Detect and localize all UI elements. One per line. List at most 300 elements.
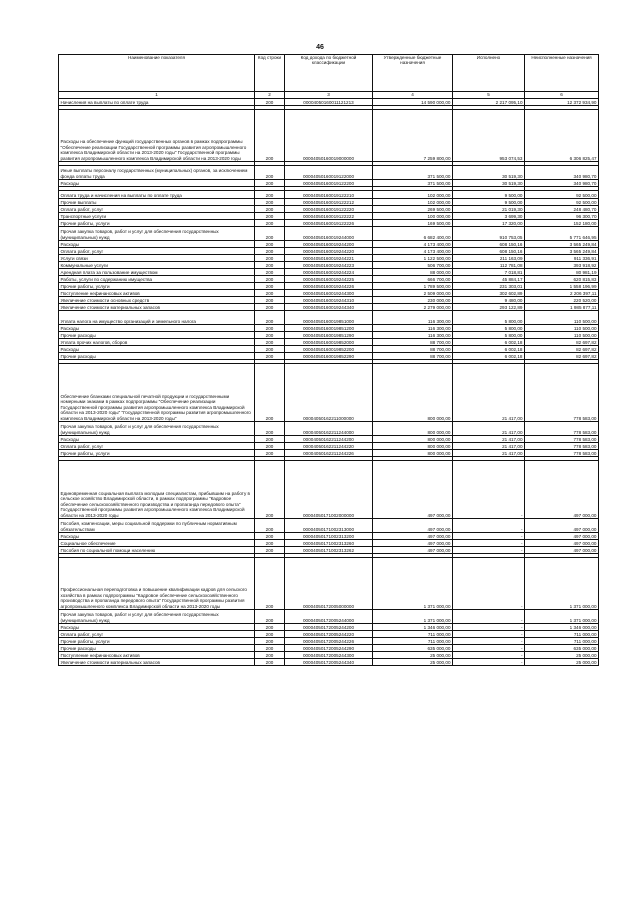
table-row bbox=[59, 540, 599, 547]
row-line-code-cell: 200 bbox=[255, 199, 285, 206]
row-executed-cell: 21 417,00 bbox=[453, 436, 525, 443]
row-approved-cell: 88 000,00 bbox=[373, 269, 453, 276]
row-line-code-cell: 200 bbox=[255, 533, 285, 540]
row-name-cell: Работы, услуги по содержанию имущества bbox=[59, 276, 255, 283]
table-row bbox=[59, 659, 599, 666]
row-executed-cell: 608 150,16 bbox=[453, 248, 525, 255]
row-income-code-cell: 00004050160019244310 bbox=[285, 297, 373, 304]
row-name-cell: Расходы bbox=[59, 346, 255, 353]
row-approved-cell: 497 000,00 bbox=[373, 540, 453, 547]
row-line-code-cell: 200 bbox=[255, 191, 285, 199]
table-row bbox=[59, 262, 599, 269]
header-line-code: Код строки bbox=[255, 55, 285, 92]
row-approved-cell: 2 279 000,00 bbox=[373, 304, 453, 311]
row-line-code-cell: 200 bbox=[255, 547, 285, 554]
row-executed-cell: 17 320,00 bbox=[453, 220, 525, 227]
row-line-code-cell: 200 bbox=[255, 255, 285, 262]
table-row bbox=[59, 332, 599, 339]
row-executed-cell: - bbox=[453, 638, 525, 645]
column-number: 1 bbox=[59, 92, 255, 99]
row-approved-cell: 1 346 000,00 bbox=[373, 624, 453, 631]
row-approved-cell: 800 000,00 bbox=[373, 364, 453, 422]
row-name-cell: Оплата труда и начисления на выплаты по оплате труда bbox=[59, 191, 255, 199]
row-approved-cell: 102 000,00 bbox=[373, 199, 453, 206]
row-name-cell: Арендная плата за пользование имуществом bbox=[59, 269, 255, 276]
header-income-code: Код дохода по бюджетной классификации bbox=[285, 55, 373, 92]
table-row bbox=[59, 346, 599, 353]
column-number: 3 bbox=[285, 92, 373, 99]
row-approved-cell: 88 700,00 bbox=[373, 353, 453, 360]
row-line-code-cell: 200 bbox=[255, 339, 285, 346]
row-unexecuted-cell: 1 371 000,00 bbox=[525, 610, 599, 624]
table-row bbox=[59, 269, 599, 276]
row-approved-cell: 7 259 800,00 bbox=[373, 110, 453, 162]
row-approved-cell: 506 700,00 bbox=[373, 262, 453, 269]
row-unexecuted-cell: 340 980,70 bbox=[525, 180, 599, 187]
row-name-cell: Пособия, компенсации, меры социальной поддержки по публичным нормативным обязательствам bbox=[59, 519, 255, 533]
row-income-code-cell: 00004050160019244221 bbox=[285, 255, 373, 262]
row-income-code-cell: 00004050160019122210 bbox=[285, 191, 373, 199]
row-unexecuted-cell: 152 180,00 bbox=[525, 220, 599, 227]
row-executed-cell: 30 519,30 bbox=[453, 180, 525, 187]
row-name-cell: Уплата прочих налогов, сборов bbox=[59, 339, 255, 346]
row-line-code-cell: 200 bbox=[255, 558, 285, 610]
row-name-cell: Увеличение стоимости материальных запасов bbox=[59, 659, 255, 666]
row-approved-cell: 800 000,00 bbox=[373, 450, 453, 457]
table-row bbox=[59, 199, 599, 206]
row-approved-cell: 711 000,00 bbox=[373, 638, 453, 645]
row-name-cell: Профессиональная переподготовка и повышение квалификации кадров для сельского хозяйства в рамках подпрограммы "Кадровое обеспечение сельскохозяйственного производства и пропаганда передового опыта" Государственной программы развития агропромышленного комплекса Владимирской области на 2013-2020 годы bbox=[59, 558, 255, 610]
row-unexecuted-cell: 1 346 000,00 bbox=[525, 624, 599, 631]
row-approved-cell: 1 371 000,00 bbox=[373, 610, 453, 624]
row-executed-cell: 45 884,17 bbox=[453, 276, 525, 283]
column-number-row bbox=[59, 92, 599, 99]
row-unexecuted-cell: 1 371 000,00 bbox=[525, 558, 599, 610]
row-name-cell: Иные выплаты персоналу государственных (муниципальных) органов, за исключением фонда оплаты труда bbox=[59, 166, 255, 180]
row-unexecuted-cell: 911 336,91 bbox=[525, 255, 599, 262]
row-line-code-cell: 200 bbox=[255, 304, 285, 311]
row-unexecuted-cell: 96 300,70 bbox=[525, 213, 599, 220]
row-unexecuted-cell: 220 520,00 bbox=[525, 297, 599, 304]
row-executed-cell: - bbox=[453, 610, 525, 624]
row-line-code-cell: 200 bbox=[255, 461, 285, 519]
row-income-code-cell: 00004050162211244220 bbox=[285, 443, 373, 450]
row-line-code-cell: 200 bbox=[255, 540, 285, 547]
column-number: 6 bbox=[525, 92, 599, 99]
table-row bbox=[59, 364, 599, 422]
table-row bbox=[59, 206, 599, 213]
page-number: 46 bbox=[316, 44, 324, 51]
row-executed-cell: - bbox=[453, 540, 525, 547]
row-name-cell: Поступление нефинансовых активов bbox=[59, 652, 255, 659]
row-unexecuted-cell: 3 565 249,84 bbox=[525, 241, 599, 248]
row-approved-cell: 88 700,00 bbox=[373, 339, 453, 346]
row-name-cell: Расходы bbox=[59, 325, 255, 332]
row-income-code-cell: 00004050160019122220 bbox=[285, 206, 373, 213]
table-row bbox=[59, 276, 599, 283]
row-executed-cell: 211 163,09 bbox=[453, 255, 525, 262]
row-executed-cell: 30 519,30 bbox=[453, 166, 525, 180]
row-line-code-cell: 200 bbox=[255, 206, 285, 213]
row-executed-cell: - bbox=[453, 461, 525, 519]
row-approved-cell: 4 173 400,00 bbox=[373, 241, 453, 248]
row-executed-cell: 21 417,00 bbox=[453, 364, 525, 422]
row-name-cell: Увеличение стоимости основных средств bbox=[59, 297, 255, 304]
table-row bbox=[59, 304, 599, 311]
row-approved-cell: 1 371 000,00 bbox=[373, 558, 453, 610]
row-unexecuted-cell: 778 583,00 bbox=[525, 364, 599, 422]
row-name-cell: Прочие выплаты bbox=[59, 199, 255, 206]
row-name-cell: Прочие работы, услуги bbox=[59, 450, 255, 457]
row-name-cell: Уплата налога на имущество организаций и земельного налога bbox=[59, 311, 255, 325]
row-name-cell: Пособия по социальной помощи населению bbox=[59, 547, 255, 554]
row-name-cell: Услуги связи bbox=[59, 255, 255, 262]
row-unexecuted-cell: 82 697,82 bbox=[525, 339, 599, 346]
column-number: 5 bbox=[453, 92, 525, 99]
row-unexecuted-cell: 778 583,00 bbox=[525, 422, 599, 436]
row-name-cell: Прочие работы, услуги bbox=[59, 220, 255, 227]
table-row bbox=[59, 353, 599, 360]
row-approved-cell: 800 000,00 bbox=[373, 443, 453, 450]
row-approved-cell: 800 000,00 bbox=[373, 436, 453, 443]
row-executed-cell: 302 602,89 bbox=[453, 290, 525, 297]
table-row bbox=[59, 290, 599, 297]
row-income-code-cell: 00004050171002313260 bbox=[285, 540, 373, 547]
row-approved-cell: 800 000,00 bbox=[373, 422, 453, 436]
row-income-code-cell: 00004050160019244225 bbox=[285, 276, 373, 283]
row-line-code-cell: 200 bbox=[255, 624, 285, 631]
row-executed-cell: 6 002,18 bbox=[453, 346, 525, 353]
row-executed-cell: 21 417,00 bbox=[453, 443, 525, 450]
header-unexecuted: Неисполненные назначения bbox=[525, 55, 599, 92]
row-unexecuted-cell: 1 558 196,99 bbox=[525, 283, 599, 290]
budget-execution-table bbox=[58, 54, 599, 666]
table-row bbox=[59, 610, 599, 624]
row-approved-cell: 116 300,00 bbox=[373, 311, 453, 325]
row-income-code-cell: 00004050171002000000 bbox=[285, 461, 373, 519]
row-line-code-cell: 200 bbox=[255, 269, 285, 276]
row-income-code-cell: 00004050172005244200 bbox=[285, 624, 373, 631]
table-row bbox=[59, 297, 599, 304]
row-name-cell: Расходы bbox=[59, 533, 255, 540]
row-name-cell: Оплата работ, услуг bbox=[59, 248, 255, 255]
row-line-code-cell: 200 bbox=[255, 364, 285, 422]
table-row bbox=[59, 255, 599, 262]
row-approved-cell: 371 500,00 bbox=[373, 180, 453, 187]
row-executed-cell: 21 417,00 bbox=[453, 422, 525, 436]
row-name-cell: Прочие работы, услуги bbox=[59, 283, 255, 290]
header-executed: Исполнено bbox=[453, 55, 525, 92]
row-income-code-cell: 00004050160019851290 bbox=[285, 332, 373, 339]
row-unexecuted-cell: 778 583,00 bbox=[525, 450, 599, 457]
row-approved-cell: 102 000,00 bbox=[373, 191, 453, 199]
row-approved-cell: 6 682 400,00 bbox=[373, 227, 453, 241]
row-executed-cell: - bbox=[453, 652, 525, 659]
table-row bbox=[59, 110, 599, 162]
row-line-code-cell: 200 bbox=[255, 631, 285, 638]
row-income-code-cell: 00004050172005244300 bbox=[285, 652, 373, 659]
row-unexecuted-cell: 620 815,83 bbox=[525, 276, 599, 283]
row-approved-cell: 100 000,00 bbox=[373, 213, 453, 220]
row-income-code-cell: 00004050160019851200 bbox=[285, 325, 373, 332]
row-line-code-cell: 200 bbox=[255, 283, 285, 290]
row-income-code-cell: 00004050160019000000 bbox=[285, 110, 373, 162]
table-row bbox=[59, 533, 599, 540]
row-unexecuted-cell: 25 000,00 bbox=[525, 659, 599, 666]
row-unexecuted-cell: 80 981,19 bbox=[525, 269, 599, 276]
row-line-code-cell: 200 bbox=[255, 110, 285, 162]
row-line-code-cell: 200 bbox=[255, 353, 285, 360]
row-line-code-cell: 200 bbox=[255, 638, 285, 645]
row-unexecuted-cell: 778 583,00 bbox=[525, 436, 599, 443]
row-income-code-cell: 00004050160019244000 bbox=[285, 227, 373, 241]
row-income-code-cell: 00004050160011121213 bbox=[285, 99, 373, 106]
row-name-cell: Расходы bbox=[59, 180, 255, 187]
row-income-code-cell: 00004050172005000000 bbox=[285, 558, 373, 610]
row-line-code-cell: 200 bbox=[255, 519, 285, 533]
row-income-code-cell: 00004050160019122212 bbox=[285, 199, 373, 206]
row-approved-cell: 497 000,00 bbox=[373, 547, 453, 554]
row-line-code-cell: 200 bbox=[255, 213, 285, 220]
row-name-cell: Расходы bbox=[59, 624, 255, 631]
header-name: Наименование показателя bbox=[59, 55, 255, 92]
row-line-code-cell: 200 bbox=[255, 332, 285, 339]
table-row bbox=[59, 443, 599, 450]
row-income-code-cell: 00004050160019244223 bbox=[285, 262, 373, 269]
row-approved-cell: 1 122 500,00 bbox=[373, 255, 453, 262]
row-line-code-cell: 200 bbox=[255, 297, 285, 304]
row-name-cell: Обеспечение бланками специальной печатной продукции и государственными номерными знаками в рамках подпрограммы "Обеспечение реализации Государственной программы развития агропромышленного комплекса Владимирской области на 2013-2020 годы" "Государственной программы развития агропромышленного комплекса Владимирской области на 2013-2020 годы" bbox=[59, 364, 255, 422]
row-income-code-cell: 00004050160019852290 bbox=[285, 353, 373, 360]
row-income-code-cell: 00004050162211244226 bbox=[285, 450, 373, 457]
row-executed-cell: 293 122,89 bbox=[453, 304, 525, 311]
row-executed-cell: 21 019,30 bbox=[453, 206, 525, 213]
table-row bbox=[59, 624, 599, 631]
row-line-code-cell: 200 bbox=[255, 652, 285, 659]
table-row bbox=[59, 191, 599, 199]
row-income-code-cell: 00004050160019244224 bbox=[285, 269, 373, 276]
row-line-code-cell: 200 bbox=[255, 220, 285, 227]
row-executed-cell: 6 002,18 bbox=[453, 353, 525, 360]
row-approved-cell: 4 173 400,00 bbox=[373, 248, 453, 255]
row-executed-cell: 608 150,16 bbox=[453, 241, 525, 248]
row-line-code-cell: 200 bbox=[255, 99, 285, 106]
row-approved-cell: 14 590 000,00 bbox=[373, 99, 453, 106]
row-executed-cell: 231 303,01 bbox=[453, 283, 525, 290]
row-executed-cell: 910 753,05 bbox=[453, 227, 525, 241]
row-unexecuted-cell: 92 500,00 bbox=[525, 191, 599, 199]
column-number: 2 bbox=[255, 92, 285, 99]
row-unexecuted-cell: 248 480,70 bbox=[525, 206, 599, 213]
row-name-cell: Оплата работ, услуг bbox=[59, 206, 255, 213]
table-row bbox=[59, 558, 599, 610]
row-unexecuted-cell: 12 372 934,90 bbox=[525, 99, 599, 106]
row-unexecuted-cell: 25 000,00 bbox=[525, 652, 599, 659]
table-row bbox=[59, 339, 599, 346]
row-executed-cell: - bbox=[453, 631, 525, 638]
row-name-cell: Оплата работ, услуг bbox=[59, 443, 255, 450]
row-line-code-cell: 200 bbox=[255, 311, 285, 325]
row-approved-cell: 116 300,00 bbox=[373, 332, 453, 339]
row-executed-cell: 5 800,00 bbox=[453, 311, 525, 325]
row-line-code-cell: 200 bbox=[255, 645, 285, 652]
row-executed-cell: - bbox=[453, 558, 525, 610]
row-income-code-cell: 00004050162211244200 bbox=[285, 436, 373, 443]
row-line-code-cell: 200 bbox=[255, 436, 285, 443]
row-unexecuted-cell: 340 980,70 bbox=[525, 166, 599, 180]
row-line-code-cell: 200 bbox=[255, 248, 285, 255]
row-approved-cell: 666 700,00 bbox=[373, 276, 453, 283]
row-income-code-cell: 00004050172005244000 bbox=[285, 610, 373, 624]
row-unexecuted-cell: 82 697,82 bbox=[525, 346, 599, 353]
row-income-code-cell: 00004050172005244290 bbox=[285, 645, 373, 652]
row-line-code-cell: 200 bbox=[255, 346, 285, 353]
row-name-cell: Прочая закупка товаров, работ и услуг для обеспечения государственных (муниципальных) нужд bbox=[59, 422, 255, 436]
row-executed-cell: 21 417,00 bbox=[453, 450, 525, 457]
row-approved-cell: 230 000,00 bbox=[373, 297, 453, 304]
row-approved-cell: 116 300,00 bbox=[373, 325, 453, 332]
table-row bbox=[59, 450, 599, 457]
table-row bbox=[59, 325, 599, 332]
table-row bbox=[59, 461, 599, 519]
row-line-code-cell: 200 bbox=[255, 610, 285, 624]
table-row bbox=[59, 652, 599, 659]
row-approved-cell: 635 000,00 bbox=[373, 645, 453, 652]
row-income-code-cell: 00004050172005244340 bbox=[285, 659, 373, 666]
row-executed-cell: 7 018,81 bbox=[453, 269, 525, 276]
row-unexecuted-cell: 110 500,00 bbox=[525, 332, 599, 339]
row-approved-cell: 88 700,00 bbox=[373, 346, 453, 353]
table-row bbox=[59, 220, 599, 227]
row-name-cell: Прочая закупка товаров, работ и услуг для обеспечения государственных (муниципальных) нужд bbox=[59, 610, 255, 624]
row-name-cell: Расходы bbox=[59, 436, 255, 443]
row-approved-cell: 1 789 500,00 bbox=[373, 283, 453, 290]
row-name-cell: Транспортные услуги bbox=[59, 213, 255, 220]
row-executed-cell: 9 500,00 bbox=[453, 191, 525, 199]
row-line-code-cell: 200 bbox=[255, 227, 285, 241]
row-executed-cell: - bbox=[453, 533, 525, 540]
row-approved-cell: 25 000,00 bbox=[373, 652, 453, 659]
table-row bbox=[59, 166, 599, 180]
row-line-code-cell: 200 bbox=[255, 166, 285, 180]
table-row bbox=[59, 436, 599, 443]
row-income-code-cell: 00004050162211000000 bbox=[285, 364, 373, 422]
row-income-code-cell: 00004050160019244226 bbox=[285, 283, 373, 290]
row-line-code-cell: 200 bbox=[255, 659, 285, 666]
row-income-code-cell: 00004050160019122222 bbox=[285, 213, 373, 220]
row-unexecuted-cell: 635 000,00 bbox=[525, 645, 599, 652]
row-income-code-cell: 00004050160019122200 bbox=[285, 180, 373, 187]
table-row bbox=[59, 311, 599, 325]
row-approved-cell: 25 000,00 bbox=[373, 659, 453, 666]
row-unexecuted-cell: 711 000,00 bbox=[525, 631, 599, 638]
row-line-code-cell: 200 bbox=[255, 241, 285, 248]
row-income-code-cell: 00004050160019244300 bbox=[285, 290, 373, 297]
table-row bbox=[59, 645, 599, 652]
row-approved-cell: 2 509 000,00 bbox=[373, 290, 453, 297]
table-row bbox=[59, 99, 599, 106]
row-income-code-cell: 00004050160019244200 bbox=[285, 241, 373, 248]
row-unexecuted-cell: 3 565 249,84 bbox=[525, 248, 599, 255]
row-name-cell: Оплата работ, услуг bbox=[59, 631, 255, 638]
row-income-code-cell: 00004050162211244000 bbox=[285, 422, 373, 436]
table-row bbox=[59, 180, 599, 187]
row-executed-cell: 6 002,18 bbox=[453, 339, 525, 346]
row-name-cell: Прочие расходы bbox=[59, 332, 255, 339]
table-row bbox=[59, 283, 599, 290]
row-unexecuted-cell: 497 000,00 bbox=[525, 533, 599, 540]
row-unexecuted-cell: 497 000,00 bbox=[525, 547, 599, 554]
row-name-cell: Прочие расходы bbox=[59, 645, 255, 652]
row-unexecuted-cell: 1 985 877,11 bbox=[525, 304, 599, 311]
table-row bbox=[59, 638, 599, 645]
row-income-code-cell: 00004050160019852000 bbox=[285, 339, 373, 346]
row-executed-cell: - bbox=[453, 645, 525, 652]
row-unexecuted-cell: 497 000,00 bbox=[525, 540, 599, 547]
row-approved-cell: 371 500,00 bbox=[373, 166, 453, 180]
table-body bbox=[59, 99, 599, 666]
row-name-cell: Социальное обеспечение bbox=[59, 540, 255, 547]
row-name-cell: Прочие работы, услуги bbox=[59, 638, 255, 645]
row-approved-cell: 497 000,00 bbox=[373, 461, 453, 519]
row-executed-cell: 953 074,53 bbox=[453, 110, 525, 162]
row-name-cell: Поступление нефинансовых активов bbox=[59, 290, 255, 297]
row-line-code-cell: 200 bbox=[255, 290, 285, 297]
row-approved-cell: 497 000,00 bbox=[373, 533, 453, 540]
row-unexecuted-cell: 82 697,82 bbox=[525, 353, 599, 360]
row-line-code-cell: 200 bbox=[255, 443, 285, 450]
row-unexecuted-cell: 6 306 825,47 bbox=[525, 110, 599, 162]
row-executed-cell: 5 800,00 bbox=[453, 332, 525, 339]
row-executed-cell: 9 500,00 bbox=[453, 199, 525, 206]
row-unexecuted-cell: 5 771 646,95 bbox=[525, 227, 599, 241]
row-name-cell: Расходы на обеспечение функций государственных органов в рамках подпрограммы "Обеспечение реализации Государственной программы развития агропромышленного комплекса Владимирской области на 2013-2020 годы" Государственной программы развития агропромышленного комплекса Владимирской области на 2013-2020 годы bbox=[59, 110, 255, 162]
table-row bbox=[59, 227, 599, 241]
row-unexecuted-cell: 2 206 397,11 bbox=[525, 290, 599, 297]
table-row bbox=[59, 241, 599, 248]
row-unexecuted-cell: 497 000,00 bbox=[525, 519, 599, 533]
row-approved-cell: 711 000,00 bbox=[373, 631, 453, 638]
row-income-code-cell: 00004050172005244226 bbox=[285, 638, 373, 645]
row-name-cell: Расходы bbox=[59, 241, 255, 248]
row-name-cell: Начисления на выплаты по оплате труда bbox=[59, 99, 255, 106]
table-row bbox=[59, 631, 599, 638]
table-row bbox=[59, 519, 599, 533]
row-approved-cell: 269 500,00 bbox=[373, 206, 453, 213]
row-executed-cell: 9 480,00 bbox=[453, 297, 525, 304]
row-executed-cell: 112 781,08 bbox=[453, 262, 525, 269]
table-row bbox=[59, 422, 599, 436]
row-executed-cell: - bbox=[453, 519, 525, 533]
row-executed-cell: - bbox=[453, 547, 525, 554]
row-executed-cell: - bbox=[453, 659, 525, 666]
column-number: 4 bbox=[373, 92, 453, 99]
table-row bbox=[59, 547, 599, 554]
row-line-code-cell: 200 bbox=[255, 276, 285, 283]
table-row bbox=[59, 248, 599, 255]
row-executed-cell: 5 800,00 bbox=[453, 325, 525, 332]
row-unexecuted-cell: 92 500,00 bbox=[525, 199, 599, 206]
table-row bbox=[59, 213, 599, 220]
row-income-code-cell: 00004050160019244340 bbox=[285, 304, 373, 311]
row-name-cell: Прочая закупка товаров, работ и услуг для обеспечения государственных (муниципальных) нужд bbox=[59, 227, 255, 241]
row-income-code-cell: 00004050160019122226 bbox=[285, 220, 373, 227]
row-income-code-cell: 00004050171002313000 bbox=[285, 519, 373, 533]
row-name-cell: Прочие расходы bbox=[59, 353, 255, 360]
row-approved-cell: 497 000,00 bbox=[373, 519, 453, 533]
row-line-code-cell: 200 bbox=[255, 450, 285, 457]
row-name-cell: Единовременная социальная выплата молодым специалистам, прибывшим на работу в сельское хозяйство Владимирской области, в рамках подпрограммы "Кадровое обеспечение сельскохозяйственного производства и пропаганда передового опыта" Государственной программы развития агропромышленного комплекса Владимирской области на 2013-2020 годы bbox=[59, 461, 255, 519]
